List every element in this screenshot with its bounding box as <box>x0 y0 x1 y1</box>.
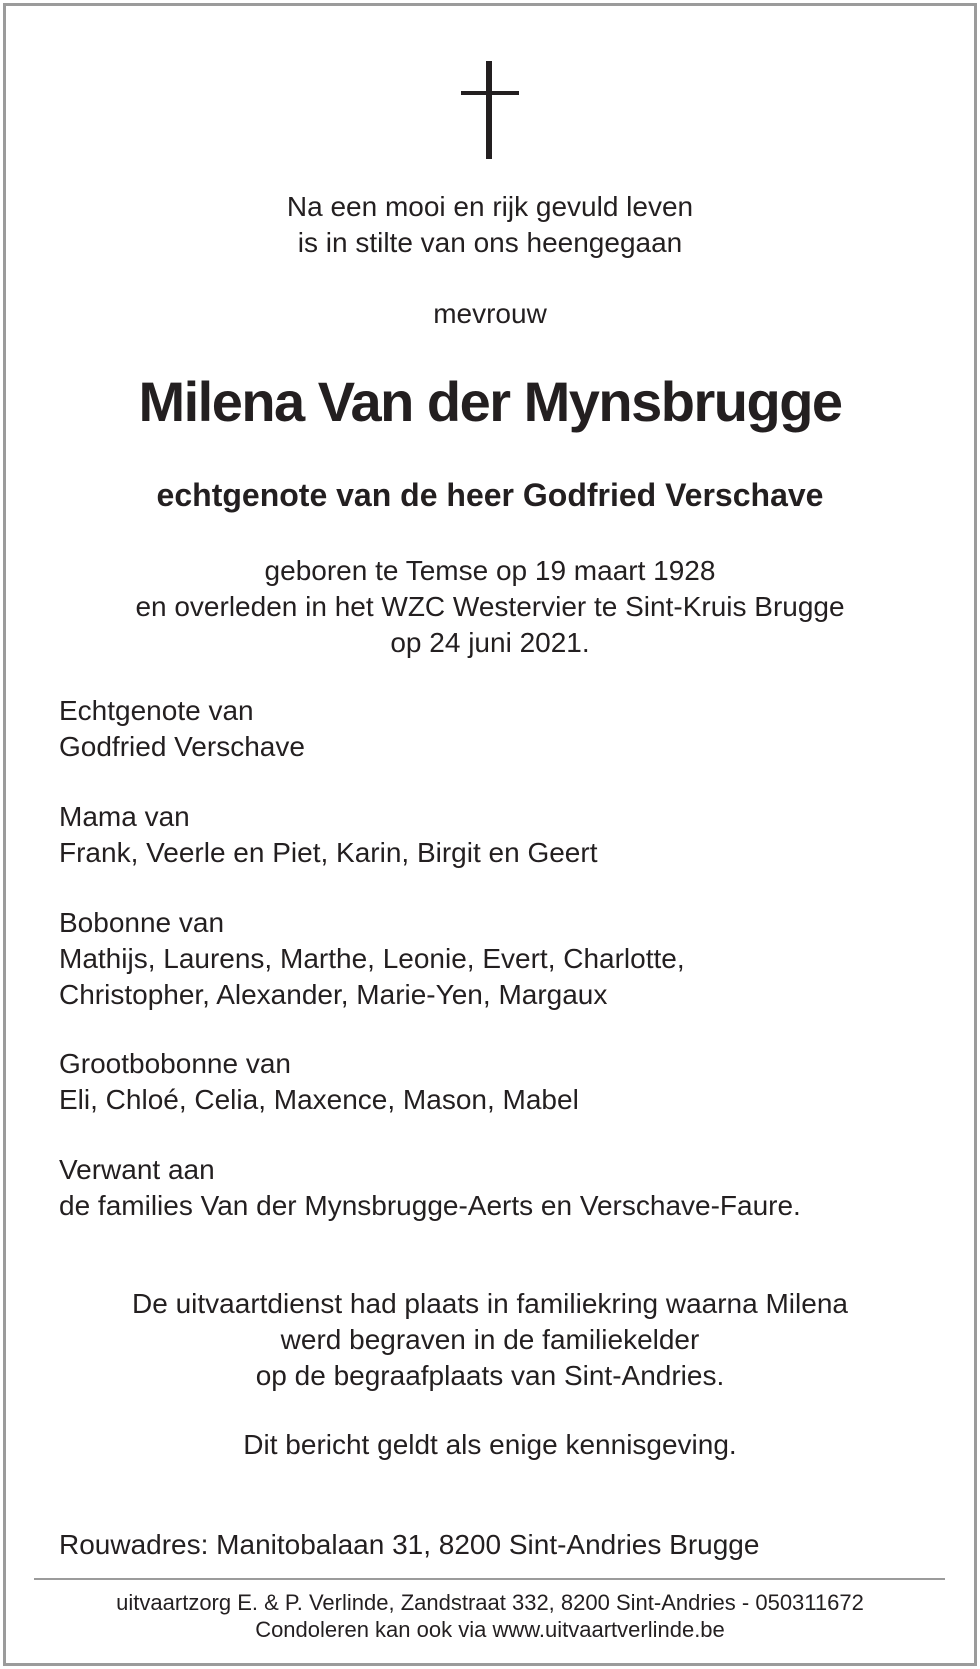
spouse-line: echtgenote van de heer Godfried Verschave <box>156 477 824 513</box>
relation-line: de families Van der Mynsbrugge-Aerts en Verschave-Faure. <box>59 1190 801 1221</box>
funeral-line: De uitvaartdienst had plaats in familiekring waarna Milena <box>132 1288 848 1319</box>
cross-icon <box>461 61 519 159</box>
title: mevrouw <box>433 298 547 329</box>
birth-death-line: geboren te Temse op 19 maart 1928 <box>264 555 716 586</box>
mourning-address: Rouwadres: Manitobalaan 31, 8200 Sint-Andries Brugge <box>59 1529 760 1560</box>
intro-line: is in stilte van ons heengegaan <box>297 227 683 258</box>
relation-line: Godfried Verschave <box>59 731 305 762</box>
relation-line: Mathijs, Laurens, Marthe, Leonie, Evert, Charlotte, <box>59 943 685 974</box>
relation-children <box>59 799 597 871</box>
intro-text <box>0 189 980 261</box>
birth-death <box>0 553 980 661</box>
funeral-home-line: uitvaartzorg E. & P. Verlinde, Zandstraat 332, 8200 Sint-Andries - 050311672 <box>116 1590 864 1615</box>
relation-heading: Bobonne van <box>59 907 225 938</box>
relation-grandchildren <box>59 905 685 1013</box>
relation-line: Frank, Veerle en Piet, Karin, Birgit en Geert <box>59 837 598 868</box>
relation-line: Eli, Chloé, Celia, Maxence, Mason, Mabel <box>59 1084 579 1115</box>
funeral-line: op de begraafplaats van Sint-Andries. <box>255 1360 725 1391</box>
deceased-name: Milena Van der Mynsbrugge <box>138 370 842 433</box>
footer-divider <box>34 1578 945 1580</box>
intro-line: Na een mooi en rijk gevuld leven <box>286 191 694 222</box>
birth-death-line: op 24 juni 2021. <box>390 627 590 658</box>
relation-spouse <box>59 693 305 765</box>
condolence-line: Condoleren kan ook via www.uitvaartverlinde.be <box>255 1617 725 1642</box>
funeral-text <box>0 1286 980 1394</box>
notice-text: Dit bericht geldt als enige kennisgeving. <box>243 1429 737 1460</box>
relation-families <box>59 1152 801 1224</box>
funeral-line: werd begraven in de familiekelder <box>280 1324 700 1355</box>
relation-heading: Echtgenote van <box>59 695 254 726</box>
relation-heading: Verwant aan <box>59 1154 215 1185</box>
footer <box>0 1589 980 1643</box>
relation-heading: Grootbobonne van <box>59 1048 291 1079</box>
relation-great-grandchildren <box>59 1046 579 1118</box>
relation-line: Christopher, Alexander, Marie-Yen, Margaux <box>59 979 608 1010</box>
relation-heading: Mama van <box>59 801 190 832</box>
birth-death-line: en overleden in het WZC Westervier te Sint-Kruis Brugge <box>135 591 845 622</box>
